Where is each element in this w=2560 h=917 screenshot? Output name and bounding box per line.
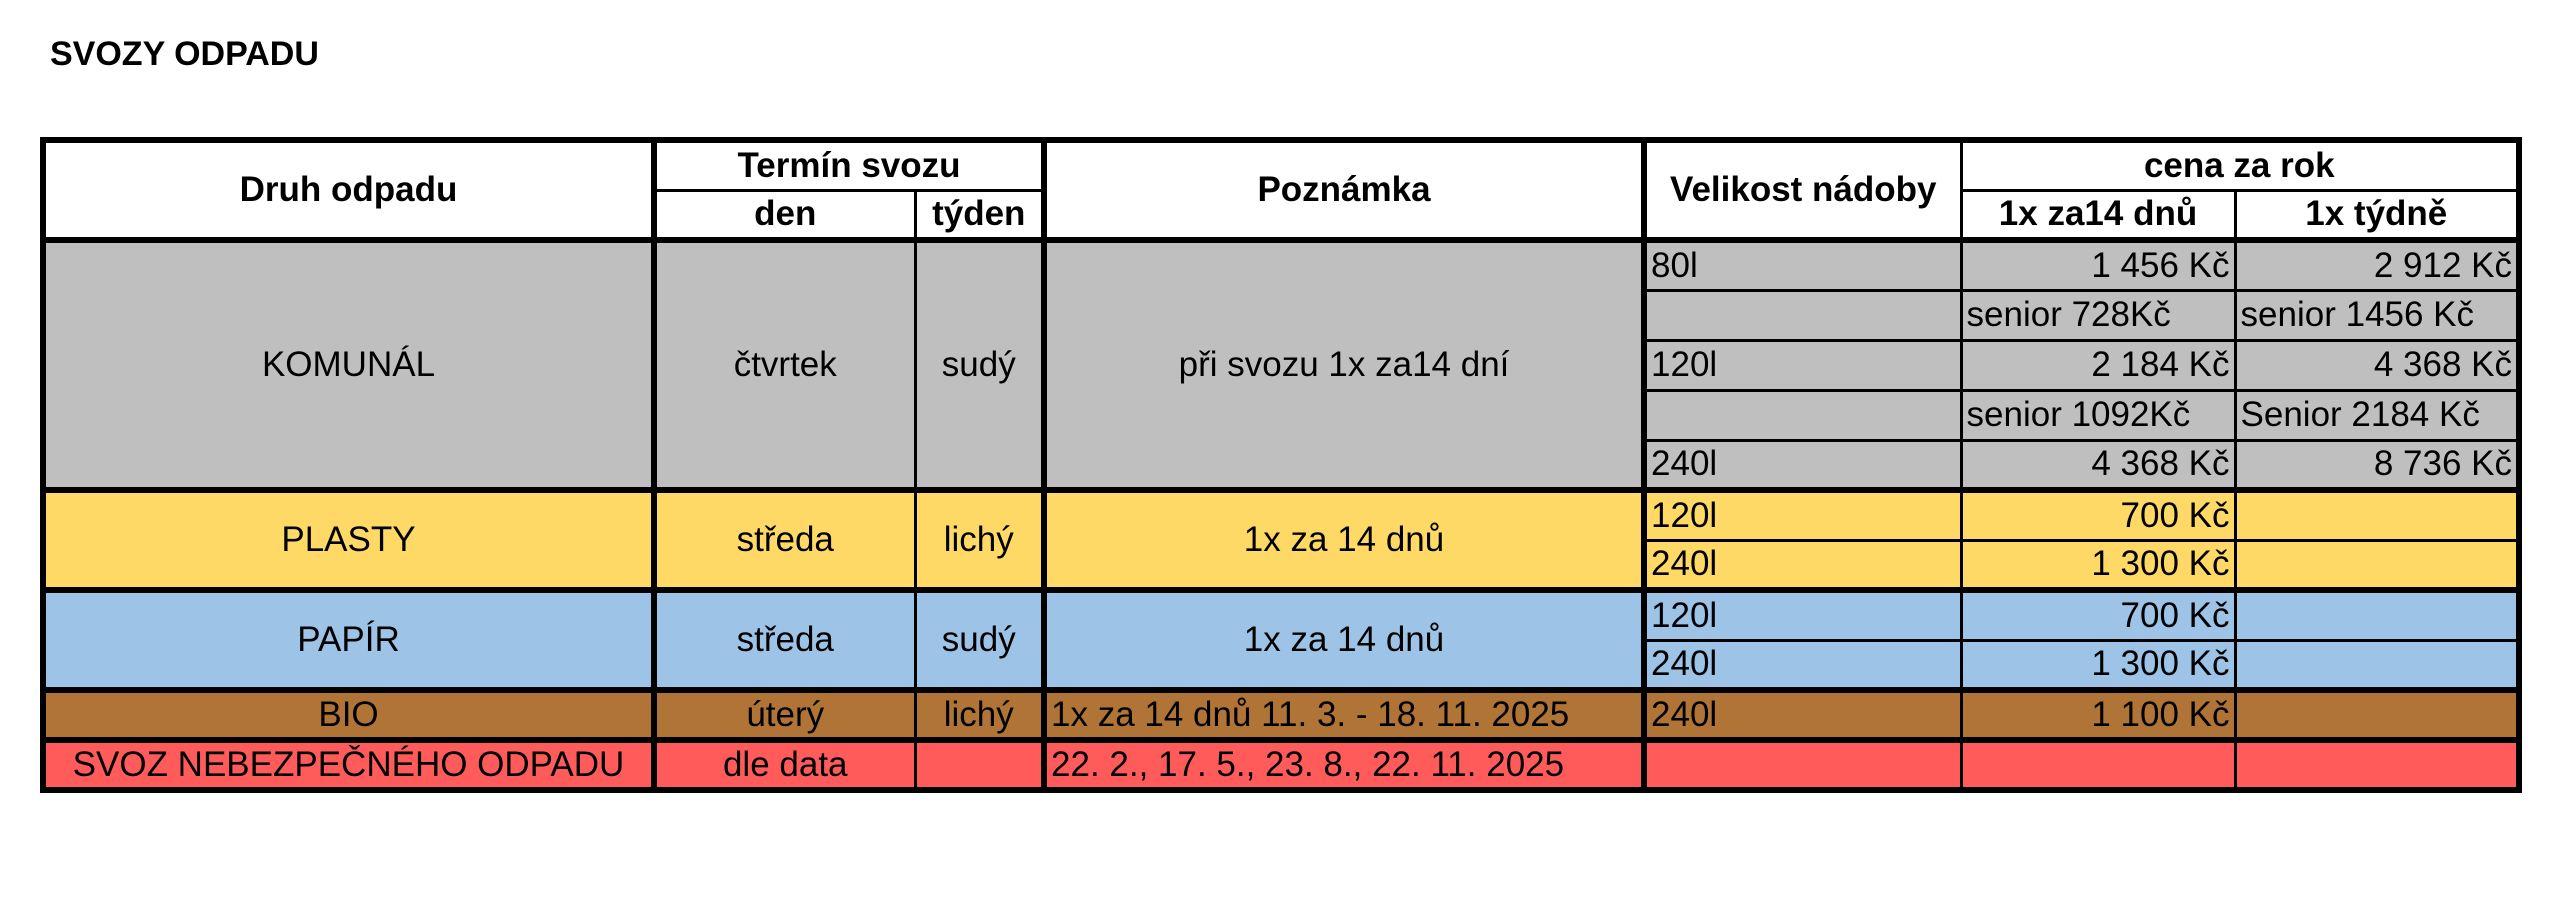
cell-velikost: 240l (1644, 540, 1961, 590)
cell-velikost: 240l (1644, 440, 1961, 490)
cell-cena-tyden: 4 368 Kč (2235, 340, 2519, 390)
cell-druh-komunal: KOMUNÁL (43, 240, 654, 490)
header-cena-tyden: 1x týdně (2235, 190, 2519, 240)
cell-poznamka-nebezpecny: 22. 2., 17. 5., 23. 8., 22. 11. 2025 (1044, 740, 1644, 790)
cell-velikost: 240l (1644, 690, 1961, 740)
cell-tyden-plasty: lichý (915, 490, 1044, 590)
cell-velikost (1644, 290, 1961, 340)
header-tyden: týden (915, 190, 1044, 240)
cell-cena-14: 2 184 Kč (1961, 340, 2235, 390)
cell-tyden-papir: sudý (915, 590, 1044, 690)
cell-velikost: 120l (1644, 590, 1961, 640)
table-row-bio (43, 690, 2519, 740)
cell-cena-14: senior 728Kč (1961, 290, 2235, 340)
cell-cena-14: 1 100 Kč (1961, 690, 2235, 740)
cell-druh-bio: BIO (43, 690, 654, 740)
header-den: den (654, 190, 915, 240)
table-row-nebezpecny (43, 740, 2519, 790)
cell-cena-14: 700 Kč (1961, 590, 2235, 640)
cell-tyden-nebezpecny (915, 740, 1044, 790)
page-title: SVOZY ODPADU (50, 35, 319, 73)
cell-poznamka-komunal: při svozu 1x za14 dní (1044, 240, 1644, 490)
cell-cena-tyden (2235, 590, 2519, 640)
cell-druh-plasty: PLASTY (43, 490, 654, 590)
cell-poznamka-plasty: 1x za 14 dnů (1044, 490, 1644, 590)
cell-den-plasty: středa (654, 490, 915, 590)
cell-velikost (1644, 390, 1961, 440)
cell-cena-14: senior 1092Kč (1961, 390, 2235, 440)
cell-velikost: 80l (1644, 240, 1961, 290)
table-row-plasty-1 (43, 490, 2519, 540)
header-cena-14: 1x za14 dnů (1961, 190, 2235, 240)
cell-velikost: 120l (1644, 490, 1961, 540)
cell-cena-tyden (2235, 740, 2519, 790)
table-row-komunal-1 (43, 240, 2519, 290)
cell-cena-14: 1 456 Kč (1961, 240, 2235, 290)
header-poznamka: Poznámka (1044, 140, 1644, 240)
cell-druh-papir: PAPÍR (43, 590, 654, 690)
cell-cena-tyden: senior 1456 Kč (2235, 290, 2519, 340)
cell-velikost: 120l (1644, 340, 1961, 390)
waste-collection-table (40, 137, 2522, 793)
cell-cena-14: 1 300 Kč (1961, 540, 2235, 590)
cell-cena-14: 4 368 Kč (1961, 440, 2235, 490)
cell-cena-14: 1 300 Kč (1961, 640, 2235, 690)
cell-druh-nebezpecny: SVOZ NEBEZPEČNÉHO ODPADU (43, 740, 654, 790)
header-cena: cena za rok (1961, 140, 2519, 190)
header-row-1 (43, 140, 2519, 190)
cell-den-nebezpecny: dle data (654, 740, 915, 790)
cell-velikost: 240l (1644, 640, 1961, 690)
cell-cena-tyden: 8 736 Kč (2235, 440, 2519, 490)
table-row-papir-1 (43, 590, 2519, 640)
cell-cena-tyden (2235, 640, 2519, 690)
header-velikost: Velikost nádoby (1644, 140, 1961, 240)
cell-cena-14: 700 Kč (1961, 490, 2235, 540)
header-termin: Termín svozu (654, 140, 1044, 190)
cell-cena-tyden (2235, 690, 2519, 740)
cell-cena-tyden (2235, 490, 2519, 540)
cell-tyden-komunal: sudý (915, 240, 1044, 490)
cell-den-bio: úterý (654, 690, 915, 740)
cell-cena-tyden: 2 912 Kč (2235, 240, 2519, 290)
cell-poznamka-bio: 1x za 14 dnů 11. 3. - 18. 11. 2025 (1044, 690, 1644, 740)
cell-cena-tyden (2235, 540, 2519, 590)
cell-velikost (1644, 740, 1961, 790)
header-druh: Druh odpadu (43, 140, 654, 240)
cell-cena-tyden: Senior 2184 Kč (2235, 390, 2519, 440)
cell-tyden-bio: lichý (915, 690, 1044, 740)
cell-den-komunal: čtvrtek (654, 240, 915, 490)
cell-cena-14 (1961, 740, 2235, 790)
cell-poznamka-papir: 1x za 14 dnů (1044, 590, 1644, 690)
cell-den-papir: středa (654, 590, 915, 690)
